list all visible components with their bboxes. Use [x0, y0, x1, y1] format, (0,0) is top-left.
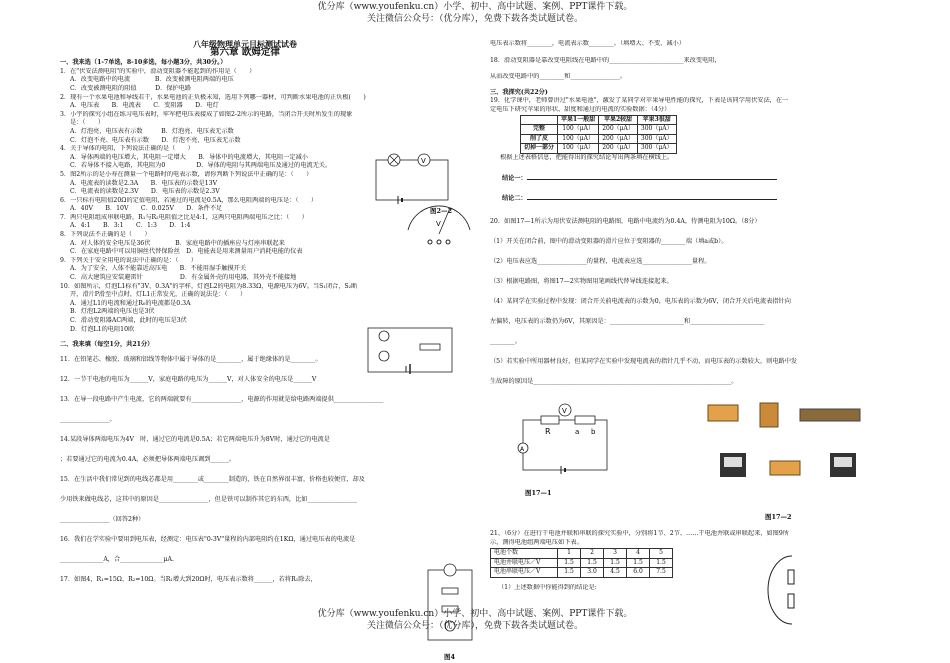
question-3-options-a: A．灯泡亮，电压表有示数 B．灯泡亮、电压表无示数 — [70, 127, 234, 135]
section-1-heading: 一、我来选（1-7单选，8-10多选，每小题3分，共30分。） — [60, 59, 227, 67]
left-column — [60, 40, 470, 590]
table1-cell: 200（μA） — [599, 144, 638, 154]
table2-cell: 1.5 — [627, 558, 650, 568]
figure-4-caption: 图4 — [444, 653, 456, 661]
question-18: 18．滑动变阻器是靠改变电阻线在电路中的________________________来改变电阻， — [490, 56, 721, 64]
conclusion-1-blank[interactable] — [527, 173, 777, 180]
table2-cell: 1.5 — [558, 568, 581, 578]
figure-17-2-caption: 图17—2 — [765, 513, 792, 521]
question-12: 12．一节干电池的电压为______V，家庭电路的电压为______V，对人体安全的电压是______V — [60, 375, 317, 383]
conclusion-2-text: 结论二： — [502, 195, 527, 203]
table2-cell: 电池串联电压／V — [491, 568, 558, 578]
question-6-options: A．40V B．10V C．0.025V D．条件不足 — [70, 205, 223, 213]
table1-cell: 完整 — [521, 125, 558, 135]
table1-cell: 200（μA） — [599, 134, 638, 144]
question-21-part-1: （1）上述数据中你能得到的结论是: — [498, 583, 597, 591]
header-line-2: 关注微信公众号：（优分库），免费下载各类试题试卷。 — [366, 14, 583, 24]
svg-text:a: a — [575, 428, 580, 436]
question-9-options-b: C．高大建筑应安装避雷针 D．有金属外壳的用电器，其外壳不能接地 — [70, 274, 297, 282]
question-7: 7．两只电阻组成串联电路，R₁与R₂电阻值之比是4:1，这两只电阻两端电压之比：（ ） — [60, 213, 308, 221]
question-3-cont: 是：（ ） — [70, 119, 105, 127]
table2-cell: 7.5 — [650, 568, 673, 578]
doc-chapter: 第六章 欧姆定律 — [210, 46, 280, 58]
question-20-part-4: （4）某同学在实验过程中发现：闭合开关前电流表的示数为0，电压表的示数为6V，闭合开关后电流表指针向 — [490, 297, 791, 305]
table1-cell: 300（μA） — [637, 125, 676, 135]
question-10-option-c: C．滑动变阻器AC两端，此时的电压是3伏 — [70, 317, 187, 324]
page-header — [0, 1, 950, 25]
question-4: 4．关于导体的电阻，下列说法正确的是（ ） — [60, 145, 194, 153]
question-20-part-1: （1）开关在闭合前，图中的滑动变阻器的滑片应位于变阻器的________端（填a或b）。 — [490, 237, 728, 245]
table2-header: 3 — [604, 549, 627, 559]
question-20: 20．如图17—1所示为用伏安法测电阻的电路图，电路中电流约为0.4A，待测电阻为10Ω。（8分） — [490, 217, 761, 225]
question-2: 2．现有一个水果电池和导线若干，水果电池的正负极未知，选用下列哪一器材，可判断水果电池的正负极( ) — [60, 93, 366, 101]
table2-header: 4 — [627, 549, 650, 559]
table1-header — [521, 115, 558, 125]
figure-2-2-caption: 图2—2 — [430, 207, 453, 215]
question-19-instruction: 根据上述表格信息，把能得出的探究结论写出两条填在横线上。 — [500, 153, 674, 161]
question-10-cont: 开，滑片P滑至中点时，灯L1正常发光，正确的说法是：（ ） — [70, 291, 247, 299]
table1-cell: 300（μA） — [637, 144, 676, 154]
figure-17-1-caption: 图17—1 — [525, 489, 552, 497]
question-17-cont: 电压表示数将________，电流表示数________。（填增大、不变、减小） — [490, 40, 685, 47]
question-20-part-3: （3）根据电路图，将图17—2实物图用笔画线代替导线连接起来。 — [490, 277, 673, 285]
question-21-cont: 示，测得电池组两端电压如下表。 — [490, 538, 583, 546]
question-6: 6．一只标有电阻值20Ω的定值电阻，若通过的电流是0.5A，那么电阻两端的电压是：（ ） — [60, 196, 318, 204]
doc-title: 八年级物理单元目标测试试卷 — [193, 39, 297, 49]
svg-text:A: A — [520, 446, 525, 453]
question-13: 13．在导一段电路中产生电流，它的两端就要有________________，电源的作用就是给电路两端提供________________ — [60, 395, 384, 403]
question-20-part-2: （2）电压表应选________________的量程，电流表应选________________量程。 — [490, 257, 711, 265]
table1-cell: 切掉一部分 — [521, 144, 558, 154]
question-18-cont: 从而改变电路中的________和________________。 — [490, 73, 627, 81]
table2-cell: 电池并联电压／V — [491, 558, 558, 568]
question-8: 8．下列说法不正确的是（ ） — [60, 231, 151, 239]
table2-cell: 6.0 — [627, 568, 650, 578]
footer-line-1: 优分库（www.youfenku.cn）小学、初中、高中试题、案例、PPT课件下载。 — [317, 609, 633, 619]
question-16: 16．我们在学实验中要用到电压表，经测定：电压表"0-3V"量程的内部电阻约在1KΩ，通过电压表的电流是 — [60, 535, 356, 543]
table1-cell: 100（μA） — [558, 144, 599, 154]
question-4-options-b: C．若导体不接入电路，其电阻为0 D．导体的电阻与其两端电压及通过的电流无关。 — [70, 162, 332, 170]
question-13-cont: ________________。 — [60, 415, 116, 423]
svg-text:V: V — [562, 407, 567, 415]
figure-17-1-circuit — [515, 400, 615, 485]
figure-17-2-apparatus — [700, 395, 900, 505]
question-1: 1．在"伏安法测电阻"的实验中，滑动变阻器不能起到的作用是（ ） — [60, 67, 256, 75]
question-10-option-a: A．通过L1的电流和通过R₀的电流都是0.3A — [70, 299, 191, 307]
question-19: 19．化学课中，老师曾讲过"水果电池"，激发了某同学对苹果导电性能的探究，下表是该同学用伏安法，在一 — [490, 97, 789, 105]
table2-cell: 4.5 — [604, 568, 627, 578]
question-9-options-a: A．为了安全，人体不能靠近高压电 B．不能用湿手触摸开关 — [70, 265, 247, 273]
question-10-circuit — [362, 322, 460, 380]
question-21-block — [490, 530, 910, 593]
table2-header: 5 — [650, 549, 673, 559]
conclusion-2-blank[interactable] — [527, 193, 777, 200]
question-5: 5．图2所示的是小寿在测量一个电路时的电表示数，请你判断下列说法中正确的是：（ ） — [60, 170, 313, 178]
question-21: 21、（6分）在进行干电池并联和串联的探究实验中，分别将1节、2节、……干电池并联或串联起来，如图9所 — [490, 530, 789, 537]
table1-header: 苹果2较甜 — [599, 115, 638, 125]
table2-header: 1 — [558, 549, 581, 559]
section-3-heading: 三、我探究(共22分) — [490, 88, 548, 96]
question-20-part-5: （5）若实验中所用器材良好，但某同学在实验中发现电流表的指针几乎不动，而电压表的示数较大，则电路中发 — [490, 357, 798, 365]
question-4-options-a: A．导体两端的电压增大，其电阻一定增大 B．导体中的电流增大，其电阻一定减小 — [70, 153, 308, 161]
table2-header: 电池个数 — [491, 549, 558, 559]
question-15: 15．在生活中我们常见到的电线芯都是用________或________制造的，铁在自然界很丰富，价格也较便宜，却及 — [60, 475, 365, 483]
battery-voltage-table — [490, 548, 673, 578]
question-14-cont: ；若要通过它的电流为0.4A，必须把导体两端电压调到______。 — [60, 455, 236, 463]
voltmeter-dial-figure — [400, 200, 478, 250]
table2-header: 2 — [581, 549, 604, 559]
table1-cell: 200（μA） — [599, 125, 638, 135]
table1-cell: 削了皮 — [521, 134, 558, 144]
figure-4-circuit — [420, 560, 480, 650]
table2-cell: 1.5 — [650, 558, 673, 568]
question-17: 17．如图4，R₁=15Ω、R₂=10Ω。当R₁增大到20Ω时，电压表示数将______，若将R₁除去， — [60, 575, 317, 583]
question-5-options-b: C．电流表的读数是2.3V D．电压表的示数是2.3V — [70, 188, 220, 196]
question-14: 14.某段导体两端电压为4V 时，通过它的电流是0.5A；若它两端电压升为8V时，通过它的电流是 — [60, 435, 330, 443]
table1-header: 苹果3很甜 — [637, 115, 676, 125]
table2-cell: 1.5 — [604, 558, 627, 568]
table1-header: 苹果1一般甜 — [558, 115, 599, 125]
question-11: 11．在铅笔芯、橡胶、玻璃和铝线等物体中属于导体的是________，属于绝缘体的是________。 — [60, 355, 322, 363]
question-1-options-b: C．改变被测电阻的阻值 D．保护电路 — [70, 84, 192, 92]
question-2-options: A．电压表 B．电流表 C．变阻器 D．电灯 — [70, 102, 219, 110]
question-9: 9．下列关于安全用电的说法中正确的是：（ ） — [60, 256, 197, 264]
question-16-cont: ______________A，合______________μA. — [60, 555, 174, 563]
footer-line-2: 关注微信公众号：（优分库），免费下载各类试题试卷。 — [366, 621, 583, 631]
right-column — [490, 40, 910, 392]
svg-text:V: V — [436, 220, 441, 228]
question-10-option-d: D．灯泡L1的电阻10欧 — [70, 325, 135, 333]
question-15-cont: 少用铁来做电线芯，这其中的原因是________________，但是铁可以制作其它的东西，比如________________ — [60, 495, 357, 503]
svg-text:b: b — [591, 428, 596, 436]
page-footer — [0, 608, 950, 632]
svg-text:V: V — [421, 157, 426, 165]
table1-cell: 300（μA） — [637, 134, 676, 144]
question-8-options-b: C．在家庭电路中可以用铜丝代替保险丝 D．电能表是用来测量用户消耗电能的仪表 — [70, 248, 303, 256]
question-1-options-a: A．改变电路中的电流 B．改变被测电阻两端的电压 — [70, 76, 234, 84]
question-10: 10．如图所示，灯泡L1标有"3V、0.3A"的字样，灯泡L2的电阻为8.33Ω，电源电压为6V。当S₁闭合，S₂断 — [60, 282, 358, 290]
question-20-part-4-cont: 左偏转，电压表的示数仍为6V，其原因是：________________________和________________________ — [490, 317, 765, 325]
conclusion-2-label — [502, 193, 910, 204]
question-20-part-4-cont-2: ________。 — [490, 337, 521, 345]
section-2-heading: 二、我来填（每空1分，共21分） — [60, 341, 154, 349]
svg-text:R: R — [545, 427, 551, 436]
question-15-cont-2: ________________（回答2种） — [60, 515, 145, 523]
question-19-cont: 定电压下研究苹果的形状、甜度和通过的电流的实验数据：（4分） — [490, 105, 671, 113]
table1-cell: 100（μA） — [558, 134, 599, 144]
question-3: 3．小宇的探究小组在练习电压表时，牢军把电压表接成了如图2-2所示的电路，当闭合开关时所发生的现象 — [60, 110, 353, 118]
table2-cell: 1.5 — [558, 558, 581, 568]
question-20-part-5-cont: 生故障的原因是________________________________________________________________。 — [490, 377, 738, 385]
apple-current-table — [520, 115, 677, 154]
table1-cell: 100（μA） — [558, 125, 599, 135]
question-7-options: A．4:1 B．3:1 C．1:3 D．1:4 — [70, 222, 191, 230]
question-5-options-a: A．电流表的读数是2.3A B．电压表的示数是13V — [70, 179, 218, 187]
question-8-options-a: A．对人体的安全电压是36伏 B．家庭电路中的插座应与灯座串联起来 — [70, 239, 285, 247]
table2-cell: 1.5 — [581, 558, 604, 568]
conclusion-1-text: 结论一： — [502, 174, 527, 182]
question-3-options-b: C．灯泡不亮、电压表有示数 D．灯泡不亮、电压表无示数 — [70, 136, 241, 144]
question-10-option-b: B．灯泡L2两端的电压也是3伏 — [70, 308, 155, 316]
table2-cell: 3.0 — [581, 568, 604, 578]
conclusion-1-label — [502, 173, 910, 184]
header-line-1: 优分库（www.youfenku.cn）小学、初中、高中试题、案例、PPT课件下载。 — [317, 2, 633, 12]
